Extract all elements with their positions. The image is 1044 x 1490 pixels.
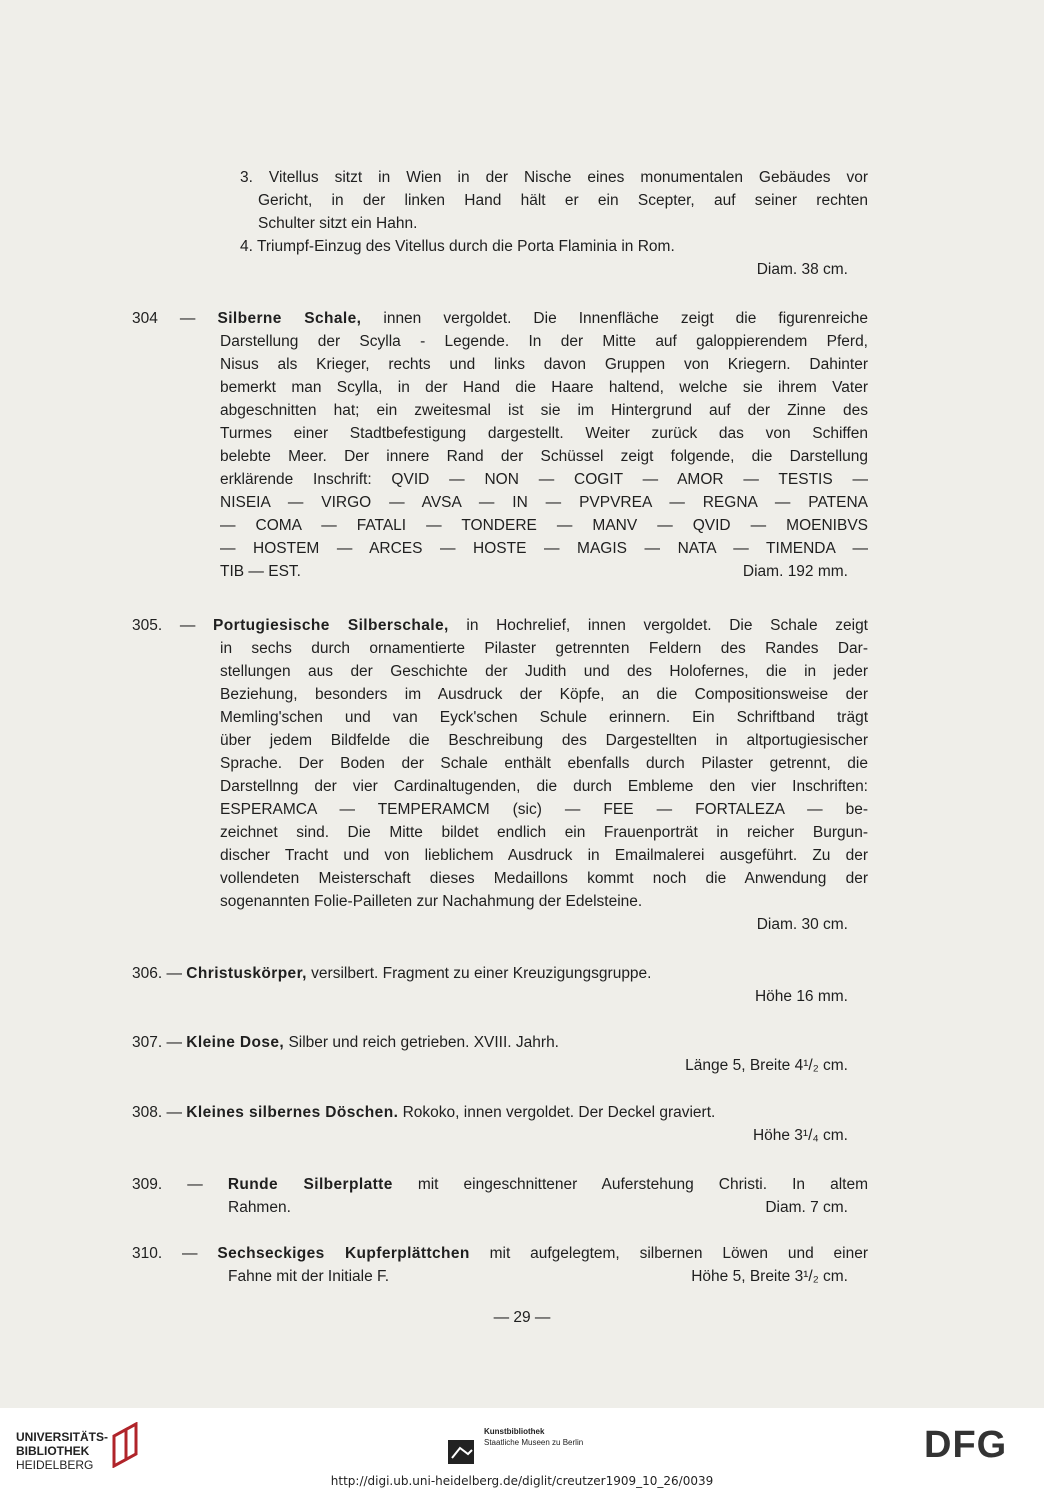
entry-number: 304 —	[132, 310, 196, 327]
text-line: Turmes einer Stadtbefestigung dargestellt. Weiter zurück das von Schiffen	[220, 425, 868, 442]
text-line: vollendeten Meisterschaft dieses Medaillons kommt noch die Anwendung der	[220, 870, 868, 887]
university-library-name	[16, 1430, 108, 1472]
text-line: Sprache. Der Boden der Schale enthält ebenfalls durch Pilaster getrennt, die	[220, 755, 868, 772]
measure: Höhe 5, Breite 3¹/₂ cm.	[691, 1268, 848, 1285]
measure: Höhe 16 mm.	[754, 988, 848, 1005]
measure: Diam. 7 cm.	[765, 1199, 848, 1216]
text-line: in Hochrelief, innen vergoldet. Die Schale zeigt	[466, 617, 868, 634]
text-line: Beziehung, besonders im Ausdruck der Köpfe, an die Compositionsweise der	[220, 686, 868, 703]
entry-title: Runde Silberplatte	[227, 1176, 393, 1193]
text-line: mit aufgelegtem, silbernen Löwen und einer	[489, 1245, 868, 1262]
text-line: Memling'schen und van Eyck'schen Schule erinnern. Ein Schriftband trägt	[220, 709, 868, 726]
text-line: versilbert. Fragment zu einer Kreuzigungsgruppe.	[311, 965, 652, 982]
text-line: Nisus als Krieger, rechts und links davon Gruppen von Kriegern. Dahinter	[220, 356, 868, 373]
kunstbibliothek-logo-icon	[448, 1440, 474, 1464]
text-line: stellungen aus der Geschichte der Judith und des Holofernes, die in jeder	[220, 663, 868, 680]
entry-title: Sechseckiges Kupferplättchen	[217, 1245, 470, 1262]
entry-number: 310. —	[132, 1245, 198, 1262]
catalog-entry	[132, 962, 868, 1008]
text-line: 3. Vitellus sitzt in Wien in der Nische eines monumentalen Gebäudes vor	[240, 169, 868, 186]
entry-number: 305. —	[132, 617, 196, 634]
text-line: TIB — EST.	[220, 563, 301, 580]
text-line: Rokoko, innen vergoldet. Der Deckel graviert.	[402, 1104, 716, 1121]
text-line: — COMA — FATALI — TONDERE — MANV — QVID — MOENIBVS	[220, 517, 868, 534]
catalog-entry	[132, 1031, 868, 1077]
measure: Länge 5, Breite 4¹/₂ cm.	[685, 1057, 848, 1074]
text-line: Gericht, in der linken Hand hält er ein Scepter, auf seiner rechten	[258, 192, 868, 209]
text-line: NISEIA — VIRGO — AVSA — IN — PVPVREA — REGNA — PATENA	[220, 494, 868, 511]
text-line: zeichnet sind. Die Mitte bildet endlich ein Frauenporträt in reicher Burgun-	[220, 824, 868, 841]
entry-title: Christuskörper,	[186, 965, 307, 982]
text-line: Schulter sitzt ein Hahn.	[258, 215, 418, 232]
kunstbibliothek-label	[484, 1426, 583, 1448]
kb-title: Kunstbibliothek	[484, 1427, 545, 1436]
catalog-entry	[132, 1101, 868, 1147]
measure: Diam. 38 cm.	[756, 261, 848, 278]
entry-number: 307. —	[132, 1034, 182, 1051]
dfg-logo: DFG	[924, 1424, 1008, 1466]
catalog-entry	[132, 614, 868, 936]
catalog-entry	[132, 1173, 868, 1219]
text-line: Darstellung der Scylla - Legende. In der Mitte auf galoppierendem Pferd,	[220, 333, 868, 350]
text-line: bemerkt man Scylla, in der Hand die Haare haltend, welche sie ihrem Vater	[220, 379, 868, 396]
text-line: belebte Meer. Der innere Rand der Schüssel zeigt folgende, die Darstellung	[220, 448, 868, 465]
entry-title: Kleine Dose,	[186, 1034, 285, 1051]
text-line: Silber und reich getrieben. XVIII. Jahrh.	[288, 1034, 559, 1051]
footer-bar	[0, 1408, 1044, 1490]
entry-title: Silberne Schale,	[217, 310, 362, 327]
university-line: HEIDELBERG	[16, 1458, 94, 1472]
text-line: 4. Triumpf-Einzug des Vitellus durch die Porta Flaminia in Rom.	[240, 238, 675, 255]
measure: Diam. 30 cm.	[756, 916, 848, 933]
entry-number: 306. —	[132, 965, 182, 982]
heidelberg-logo-icon	[106, 1422, 142, 1468]
university-line: UNIVERSITÄTS-	[16, 1430, 109, 1444]
text-line: erklärende Inschrift: QVID — NON — COGIT — AMOR — TESTIS —	[220, 471, 868, 488]
entry-title: Kleines silbernes Döschen.	[186, 1104, 399, 1121]
entry-number: 309. —	[132, 1176, 203, 1193]
text-line: discher Tracht und von lieblichem Ausdruck in Emailmalerei ausgeführt. Zu der	[220, 847, 868, 864]
text-line: mit eingeschnittener Auferstehung Christi. In altem	[417, 1176, 868, 1193]
text-line: Rahmen.	[228, 1199, 291, 1216]
text-line: Fahne mit der Initiale F.	[228, 1268, 390, 1285]
page-number: — 29 —	[493, 1309, 551, 1326]
entry-number: 308. —	[132, 1104, 182, 1121]
text-line: innen vergoldet. Die Innenfläche zeigt die figurenreiche	[383, 310, 869, 327]
measure: Höhe 3¹/₄ cm.	[752, 1127, 848, 1144]
text-line: ESPERAMCA — TEMPERAMCM (sic) — FEE — FORTALEZA — be-	[220, 801, 868, 818]
catalog-entry	[132, 307, 868, 583]
kb-subtitle: Staatliche Museen zu Berlin	[484, 1438, 584, 1447]
text-line: Darstellnng der vier Cardinaltugenden, die durch Embleme den vier Inschriften:	[220, 778, 868, 795]
text-line: abgeschnitten hat; ein zweitesmal ist sie im Hintergrund auf der Zinne des	[220, 402, 868, 419]
measure: Diam. 192 mm.	[742, 563, 848, 580]
text-line: über jedem Bildfelde die Beschreibung des Dargestellten in altportugiesischer	[220, 732, 868, 749]
text-line: in sechs durch ornamentierte Pilaster getrennten Feldern des Randes Dar-	[220, 640, 868, 657]
university-line: BIBLIOTHEK	[16, 1444, 90, 1458]
entry-title: Portugiesische Silberschale,	[213, 617, 449, 634]
text-line: — HOSTEM — ARCES — HOSTE — MAGIS — NATA — TIMENDA —	[220, 540, 868, 557]
source-url[interactable]: http://digi.ub.uni-heidelberg.de/diglit/creutzer1909_10_26/0039	[330, 1474, 714, 1488]
catalog-entry	[132, 1242, 868, 1288]
text-line: sogenannten Folie-Pailleten zur Nachahmung der Edelsteine.	[220, 893, 643, 910]
continuation-block	[240, 166, 868, 281]
